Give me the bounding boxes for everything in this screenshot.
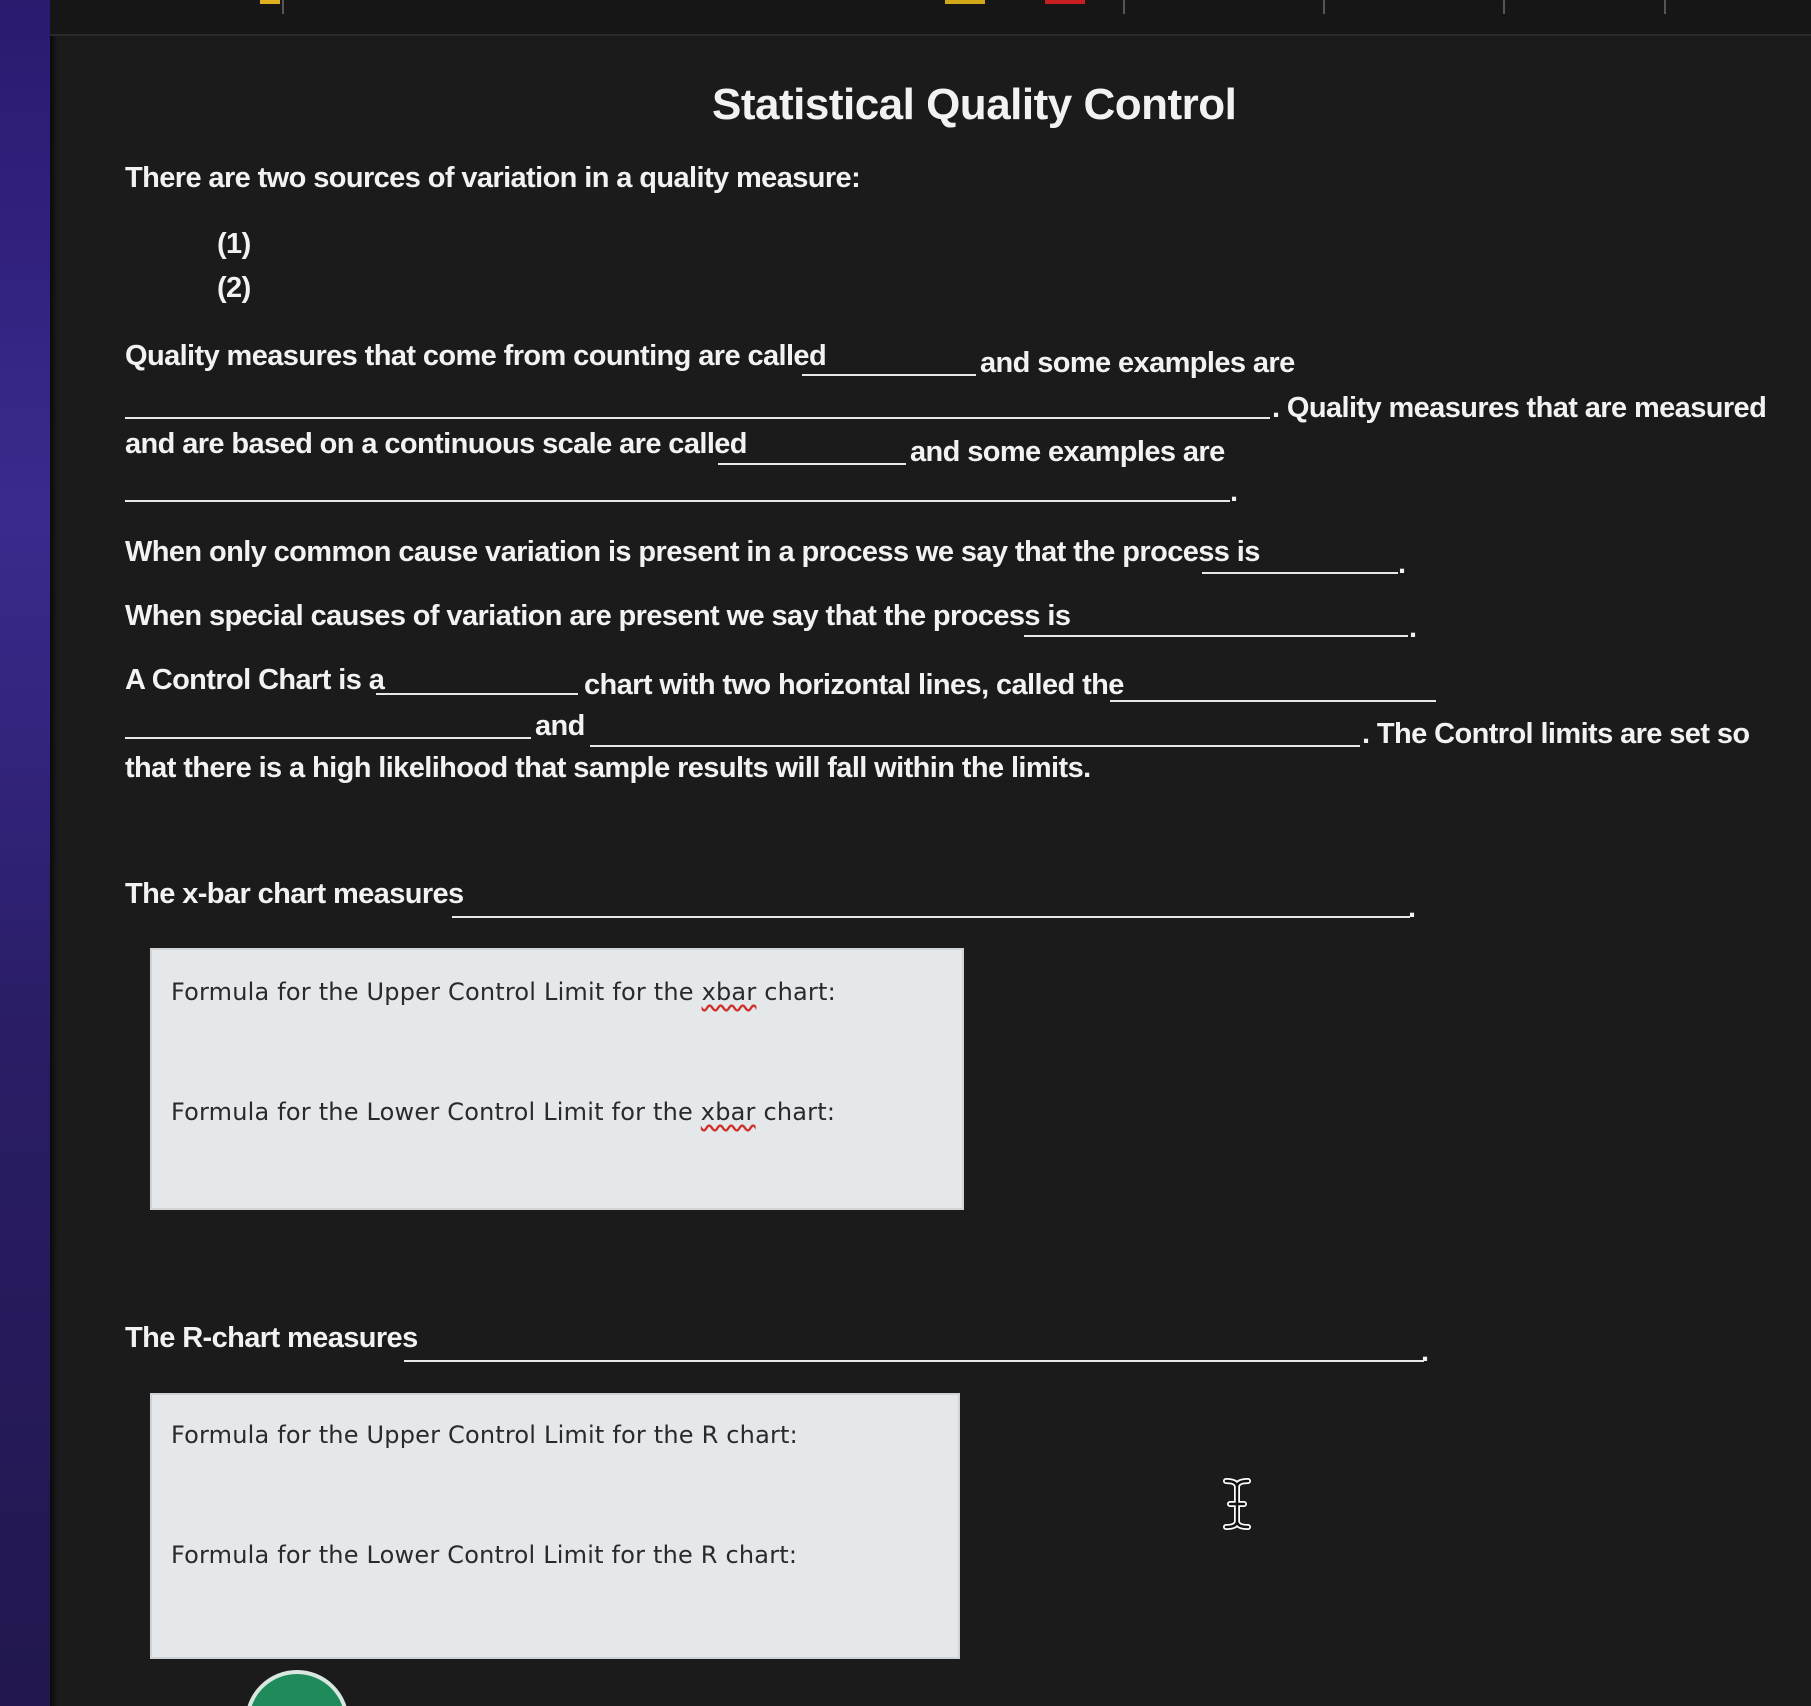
- label-text: chart:: [755, 1098, 836, 1126]
- paragraph-text: and some examples are: [910, 436, 1225, 468]
- intro-text: There are two sources of variation in a quality measure:: [125, 162, 861, 194]
- ruler-marker: [1045, 0, 1085, 4]
- r-ucl-label: Formula for the Upper Control Limit for the R chart:: [171, 1421, 798, 1449]
- label-text: chart:: [756, 978, 836, 1006]
- paragraph-text: . Quality measures that are measured: [1272, 392, 1767, 424]
- answer-blank[interactable]: [376, 693, 578, 695]
- period: .: [1421, 1336, 1430, 1368]
- period: .: [1230, 476, 1239, 508]
- ruler-marker: [260, 0, 280, 4]
- answer-blank[interactable]: [802, 374, 976, 376]
- green-circle-icon[interactable]: [245, 1670, 349, 1706]
- label-text: Formula for the Upper Control Limit for the: [171, 978, 702, 1006]
- paragraph-text: chart with two horizontal lines, called the: [584, 669, 1124, 701]
- r-lcl-label: Formula for the Lower Control Limit for the R chart:: [171, 1541, 798, 1569]
- xbar-formula-box[interactable]: [150, 948, 964, 1210]
- answer-blank[interactable]: [590, 745, 1360, 747]
- paragraph-text: and some examples are: [980, 347, 1295, 379]
- list-item: (2): [217, 272, 251, 304]
- paragraph-text: . The Control limits are set so: [1362, 718, 1750, 750]
- paragraph-text: A Control Chart is a: [125, 664, 385, 696]
- spellcheck-word: xbar: [701, 978, 757, 1006]
- paragraph-text: Quality measures that come from counting are called: [125, 340, 827, 372]
- ruler-tick: [1123, 0, 1125, 14]
- list-item: (1): [217, 228, 251, 260]
- xbar-ucl-label: [171, 978, 836, 1006]
- answer-blank[interactable]: [452, 916, 1410, 918]
- ruler-marker: [945, 0, 985, 4]
- answer-blank[interactable]: [125, 737, 531, 739]
- answer-blank[interactable]: [1202, 572, 1398, 574]
- section-heading: The R-chart measures: [125, 1322, 418, 1354]
- period: .: [1408, 892, 1417, 924]
- ruler-tick: [1664, 0, 1666, 14]
- answer-blank[interactable]: [125, 417, 1270, 419]
- period: .: [1409, 612, 1418, 644]
- r-formula-box[interactable]: [150, 1393, 960, 1659]
- answer-blank[interactable]: [404, 1360, 1424, 1362]
- paragraph-text: that there is a high likelihood that sample results will fall within the limits.: [125, 752, 1091, 784]
- period: .: [1398, 548, 1407, 580]
- answer-blank[interactable]: [1024, 635, 1408, 637]
- section-heading: The x-bar chart measures: [125, 878, 464, 910]
- answer-blank[interactable]: [125, 500, 1230, 502]
- paragraph-text: When special causes of variation are present we say that the process is: [125, 600, 1071, 632]
- screen-edge-shadow: [50, 0, 58, 1706]
- spellcheck-word: xbar: [700, 1098, 756, 1126]
- ruler-tick: [1323, 0, 1325, 14]
- paragraph-text: and are based on a continuous scale are called: [125, 428, 747, 460]
- page-title: Statistical Quality Control: [712, 80, 1237, 129]
- label-text: Formula for the Lower Control Limit for the: [171, 1098, 701, 1126]
- ruler-bar: [50, 0, 1811, 36]
- screen-edge-left: [0, 0, 50, 1706]
- paragraph-text: When only common cause variation is present in a process we say that the process is: [125, 536, 1260, 568]
- ruler-tick: [1503, 0, 1505, 14]
- answer-blank[interactable]: [1110, 700, 1436, 702]
- xbar-lcl-label: [171, 1098, 835, 1126]
- paragraph-text: and: [535, 710, 585, 742]
- answer-blank[interactable]: [718, 463, 906, 465]
- text-cursor-icon: [1222, 1478, 1252, 1530]
- ruler-tick: [282, 0, 284, 14]
